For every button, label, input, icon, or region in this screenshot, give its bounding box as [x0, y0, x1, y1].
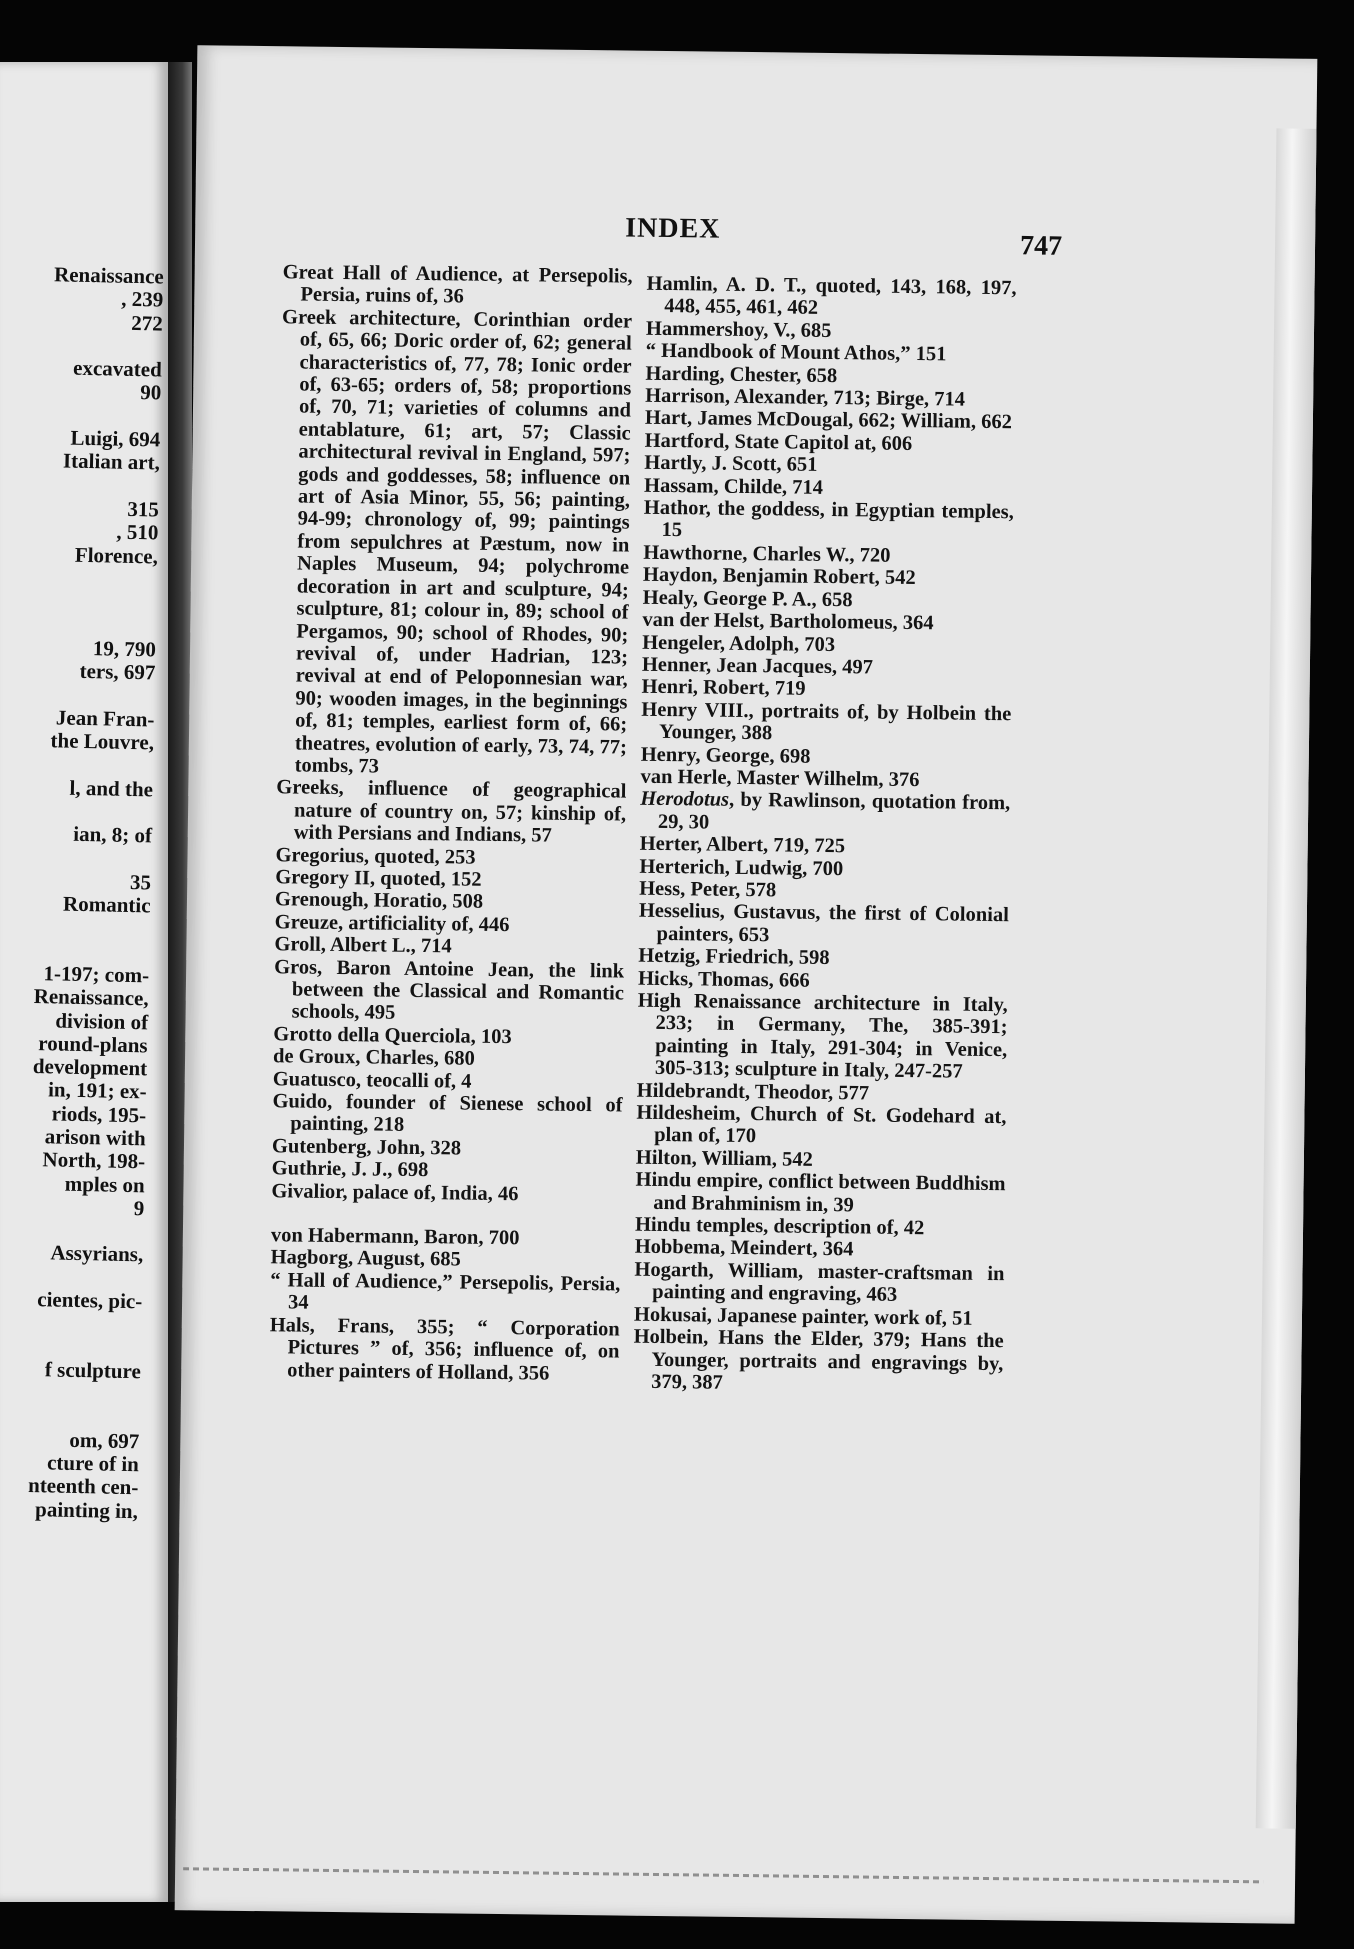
page-edge — [1256, 128, 1317, 1828]
previous-page-line: round-plans — [38, 1030, 148, 1058]
previous-page-line: 272 — [131, 310, 164, 336]
index-entry: Hindu empire, conflict between Buddhism and Brahminism in, 39 — [635, 1168, 1006, 1216]
index-entry: Holbein, Hans the Elder, 379; Hans the Younger, portraits and engravings by, 379, 387 — [633, 1325, 1004, 1394]
index-entry: Greuze, artificiality of, 446 — [274, 911, 510, 936]
previous-page-line — [0, 937, 150, 964]
previous-page-line: Luigi, 694 — [70, 425, 161, 452]
index-entry: Harrison, Alexander, 713; Birge, 714 — [645, 384, 966, 411]
index-entry: Gutenberg, John, 328 — [271, 1135, 462, 1160]
index-entry: Healy, George P. A., 658 — [642, 586, 853, 611]
previous-page-line: 19, 790 — [92, 635, 157, 662]
previous-page-line: division of — [55, 1007, 149, 1034]
index-entry: Hathor, the goddess, in Egyptian temples, 15 — [643, 496, 1014, 542]
previous-page-line: 315 — [127, 496, 160, 522]
index-entry: High Renaissance architecture in Italy, 233; in Germany, The, 385-391; painting in Italy, 291-304; in Venice, 305-313; sculpture in Italy, 247-257 — [637, 989, 1008, 1083]
previous-page-text — [0, 262, 164, 1523]
index-entry: Hammershoy, V., 685 — [645, 317, 832, 342]
index-entry: Hagborg, August, 685 — [270, 1246, 461, 1272]
previous-page-line — [0, 914, 150, 941]
previous-page-line — [0, 1264, 143, 1291]
previous-page-line: 90 — [140, 380, 162, 406]
previous-page-line — [0, 844, 152, 871]
previous-page-line: om, 697 — [69, 1427, 140, 1454]
index-entry-italic-title: Herodotus — [640, 788, 730, 812]
previous-page-fragment — [0, 62, 168, 1902]
previous-page-line: painting in, — [34, 1496, 139, 1524]
previous-page-line: , 510 — [116, 519, 159, 545]
index-entry: Hildesheim, Church of St. Godehard at, plan of, 170 — [636, 1101, 1007, 1148]
index-entry: Hokusai, Japanese painter, work of, 51 — [633, 1303, 973, 1330]
previous-page-line — [0, 588, 157, 615]
index-entry: Hindu temples, description of, 42 — [634, 1213, 925, 1240]
previous-page-line: the Louvre, — [50, 728, 155, 755]
previous-page-line — [0, 681, 155, 708]
index-entry: van Herle, Master Wilhelm, 376 — [640, 765, 920, 792]
previous-page-line: 35 — [129, 869, 152, 895]
previous-page-line — [0, 1217, 144, 1244]
index-entry: Great Hall of Audience, at Persepolis, Persia, ruins of, 36 — [282, 261, 633, 308]
index-entry-text: , by Rawlinson, quotation from, 29, 30 — [657, 789, 1011, 834]
index-entry: Groll, Albert L., 714 — [274, 933, 452, 958]
previous-page-line: Assyrians, — [50, 1240, 144, 1267]
previous-page-line: l, and the — [69, 775, 154, 801]
page-title: INDEX — [625, 212, 721, 245]
previous-page-line — [0, 1403, 140, 1430]
index-entry: de Groux, Charles, 680 — [272, 1045, 475, 1070]
previous-page-line — [0, 472, 160, 499]
previous-page-line: Renaissance, — [33, 984, 149, 1011]
previous-page-line: 9 — [133, 1196, 145, 1221]
page-number: 747 — [1019, 230, 1063, 262]
index-entry: Guatusco, teocalli of, 4 — [272, 1067, 472, 1093]
index-entry — [640, 788, 1011, 837]
previous-page-line — [0, 798, 153, 825]
previous-page-line — [0, 332, 162, 359]
previous-page-line: in, 191; ex- — [47, 1077, 147, 1104]
index-entry: Hogarth, William, master-craftsman in painting and engraving, 463 — [634, 1258, 1005, 1307]
index-entry: Hartford, State Capitol at, 606 — [644, 429, 913, 455]
previous-page-line: Jean Fran- — [55, 705, 155, 732]
index-entry: Herterich, Ludwig, 700 — [639, 855, 844, 880]
previous-page-line: mples on — [64, 1171, 145, 1197]
index-entry: von Habermann, Baron, 700 — [270, 1224, 520, 1250]
index-entry: Greeks, influence of geographical nature of country on, 57; kinship of, with Persians and Indians, 57 — [276, 776, 627, 847]
index-entry: Grenough, Horatio, 508 — [274, 888, 484, 914]
index-entry: Hengeler, Adolph, 703 — [642, 631, 836, 656]
previous-page-line: ters, 697 — [79, 658, 156, 685]
index-entry: Hartly, J. Scott, 651 — [644, 451, 818, 477]
previous-page-line: arison with — [44, 1124, 146, 1151]
previous-page-line: , 239 — [121, 286, 164, 312]
previous-page-line — [0, 1333, 142, 1360]
previous-page-line: Renaissance — [53, 262, 164, 289]
previous-page-line: 1-197; com- — [43, 961, 150, 988]
index-entry: van der Helst, Bartholomeus, 364 — [642, 608, 934, 635]
previous-page-line: Florence, — [74, 542, 159, 569]
index-entry: Hawthorne, Charles W., 720 — [643, 541, 891, 567]
index-entry: Hamlin, A. D. T., quoted, 143, 168, 197, 448, 455, 461, 462 — [646, 272, 1017, 320]
index-page — [175, 45, 1318, 1924]
index-entry: Hetzig, Friedrich, 598 — [638, 944, 830, 970]
previous-page-line: development — [32, 1054, 148, 1081]
index-entry: Greek architecture, Corinthian order of, 65, 66; Doric order of, 62; general characteristics of, 77, 78; Ionic order of, 63-65; orders of, 58; proportions of, 70, 71; varieties of columns and entablature, 61; art, 57; Classic architectural revival in England, 597; gods and goddesses, 58; influence on art of Asia Minor, 55, 56; painting, 94-99; chronology of, 99; paintings from sepulchres at Pæstum, now in Naples Museum, 94; polychrome decoration in art and sculpture, 94; sculpture, 81; colour in, 89; school of Pergamos, 90; school of Rhodes, 90; revival of, under Hadrian, 123; revival at end of Peloponnesian war, 90; wooden images, in the beginnings of, 81; temples, earliest form of, 66; theatres, evolution of early, 73, 74, 77; tombs, 73 — [281, 306, 633, 778]
index-entry: Gros, Baron Antoine Jean, the link between the Classical and Romantic schools, 495 — [274, 955, 625, 1025]
page-bottom-edge — [183, 1867, 1263, 1883]
index-entry: Givalior, palace of, India, 46 — [271, 1179, 519, 1205]
previous-page-line: cientes, pic- — [37, 1287, 143, 1314]
index-entry: Grotto della Querciola, 103 — [273, 1023, 512, 1048]
previous-page-line — [0, 1380, 141, 1407]
index-entry: Henry VIII., portraits of, by Holbein the Younger, 388 — [641, 698, 1012, 745]
previous-page-line: f sculpture — [44, 1357, 142, 1384]
index-entry: Guthrie, J. J., 698 — [271, 1157, 429, 1182]
previous-page-line: riods, 195- — [51, 1101, 147, 1128]
previous-page-line: Romantic — [62, 891, 151, 918]
index-entry: Gregory II, quoted, 152 — [275, 866, 482, 891]
index-entry: Hildebrandt, Theodor, 577 — [636, 1079, 870, 1105]
index-entry: Hals, Frans, 355; “ Corporation Pictures ” of, 356; influence of, on other painters of Holland, 356 — [269, 1313, 620, 1385]
previous-page-line: North, 198- — [42, 1147, 146, 1174]
previous-page-line: Italian art, — [62, 448, 161, 475]
previous-page-line: cture of in — [46, 1450, 140, 1477]
index-entry: Guido, founder of Sienese school of painting, 218 — [272, 1090, 623, 1137]
previous-page-line — [0, 751, 154, 778]
index-entry: Hassam, Childe, 714 — [643, 474, 824, 499]
index-entry: “ Hall of Audience,” Persepolis, Persia, 34 — [270, 1269, 621, 1314]
index-entry: Hicks, Thomas, 666 — [637, 967, 810, 992]
previous-page-line: ian, 8; of — [73, 821, 153, 848]
index-entry: Hess, Peter, 578 — [639, 877, 777, 902]
index-entry: Haydon, Benjamin Robert, 542 — [642, 563, 916, 590]
index-entry: Gregorius, quoted, 253 — [275, 843, 476, 869]
index-entry: Harding, Chester, 658 — [645, 362, 838, 387]
index-entry: Henner, Jean Jacques, 497 — [641, 653, 874, 679]
index-entry: “ Handbook of Mount Athos,” 151 — [645, 339, 947, 366]
previous-page-line — [0, 565, 158, 592]
previous-page-line: excavated — [72, 355, 163, 382]
index-entry: Hart, James McDougal, 662; William, 662 — [644, 407, 1013, 434]
index-column-left — [269, 261, 633, 1385]
index-entry: Hobbema, Meindert, 364 — [634, 1236, 854, 1261]
previous-page-line: nteenth cen- — [27, 1473, 139, 1500]
index-entry: Hilton, William, 542 — [635, 1146, 813, 1171]
index-entry: Herter, Albert, 719, 725 — [639, 832, 846, 858]
index-entry: Hesselius, Gustavus, the first of Colonial painters, 653 — [638, 900, 1009, 947]
index-entry: Henri, Robert, 719 — [641, 676, 806, 701]
previous-page-line — [0, 611, 157, 638]
previous-page-line — [0, 402, 161, 429]
index-entry: Henry, George, 698 — [640, 743, 811, 768]
index-column-right — [633, 273, 1017, 1398]
previous-page-line — [0, 1310, 142, 1337]
